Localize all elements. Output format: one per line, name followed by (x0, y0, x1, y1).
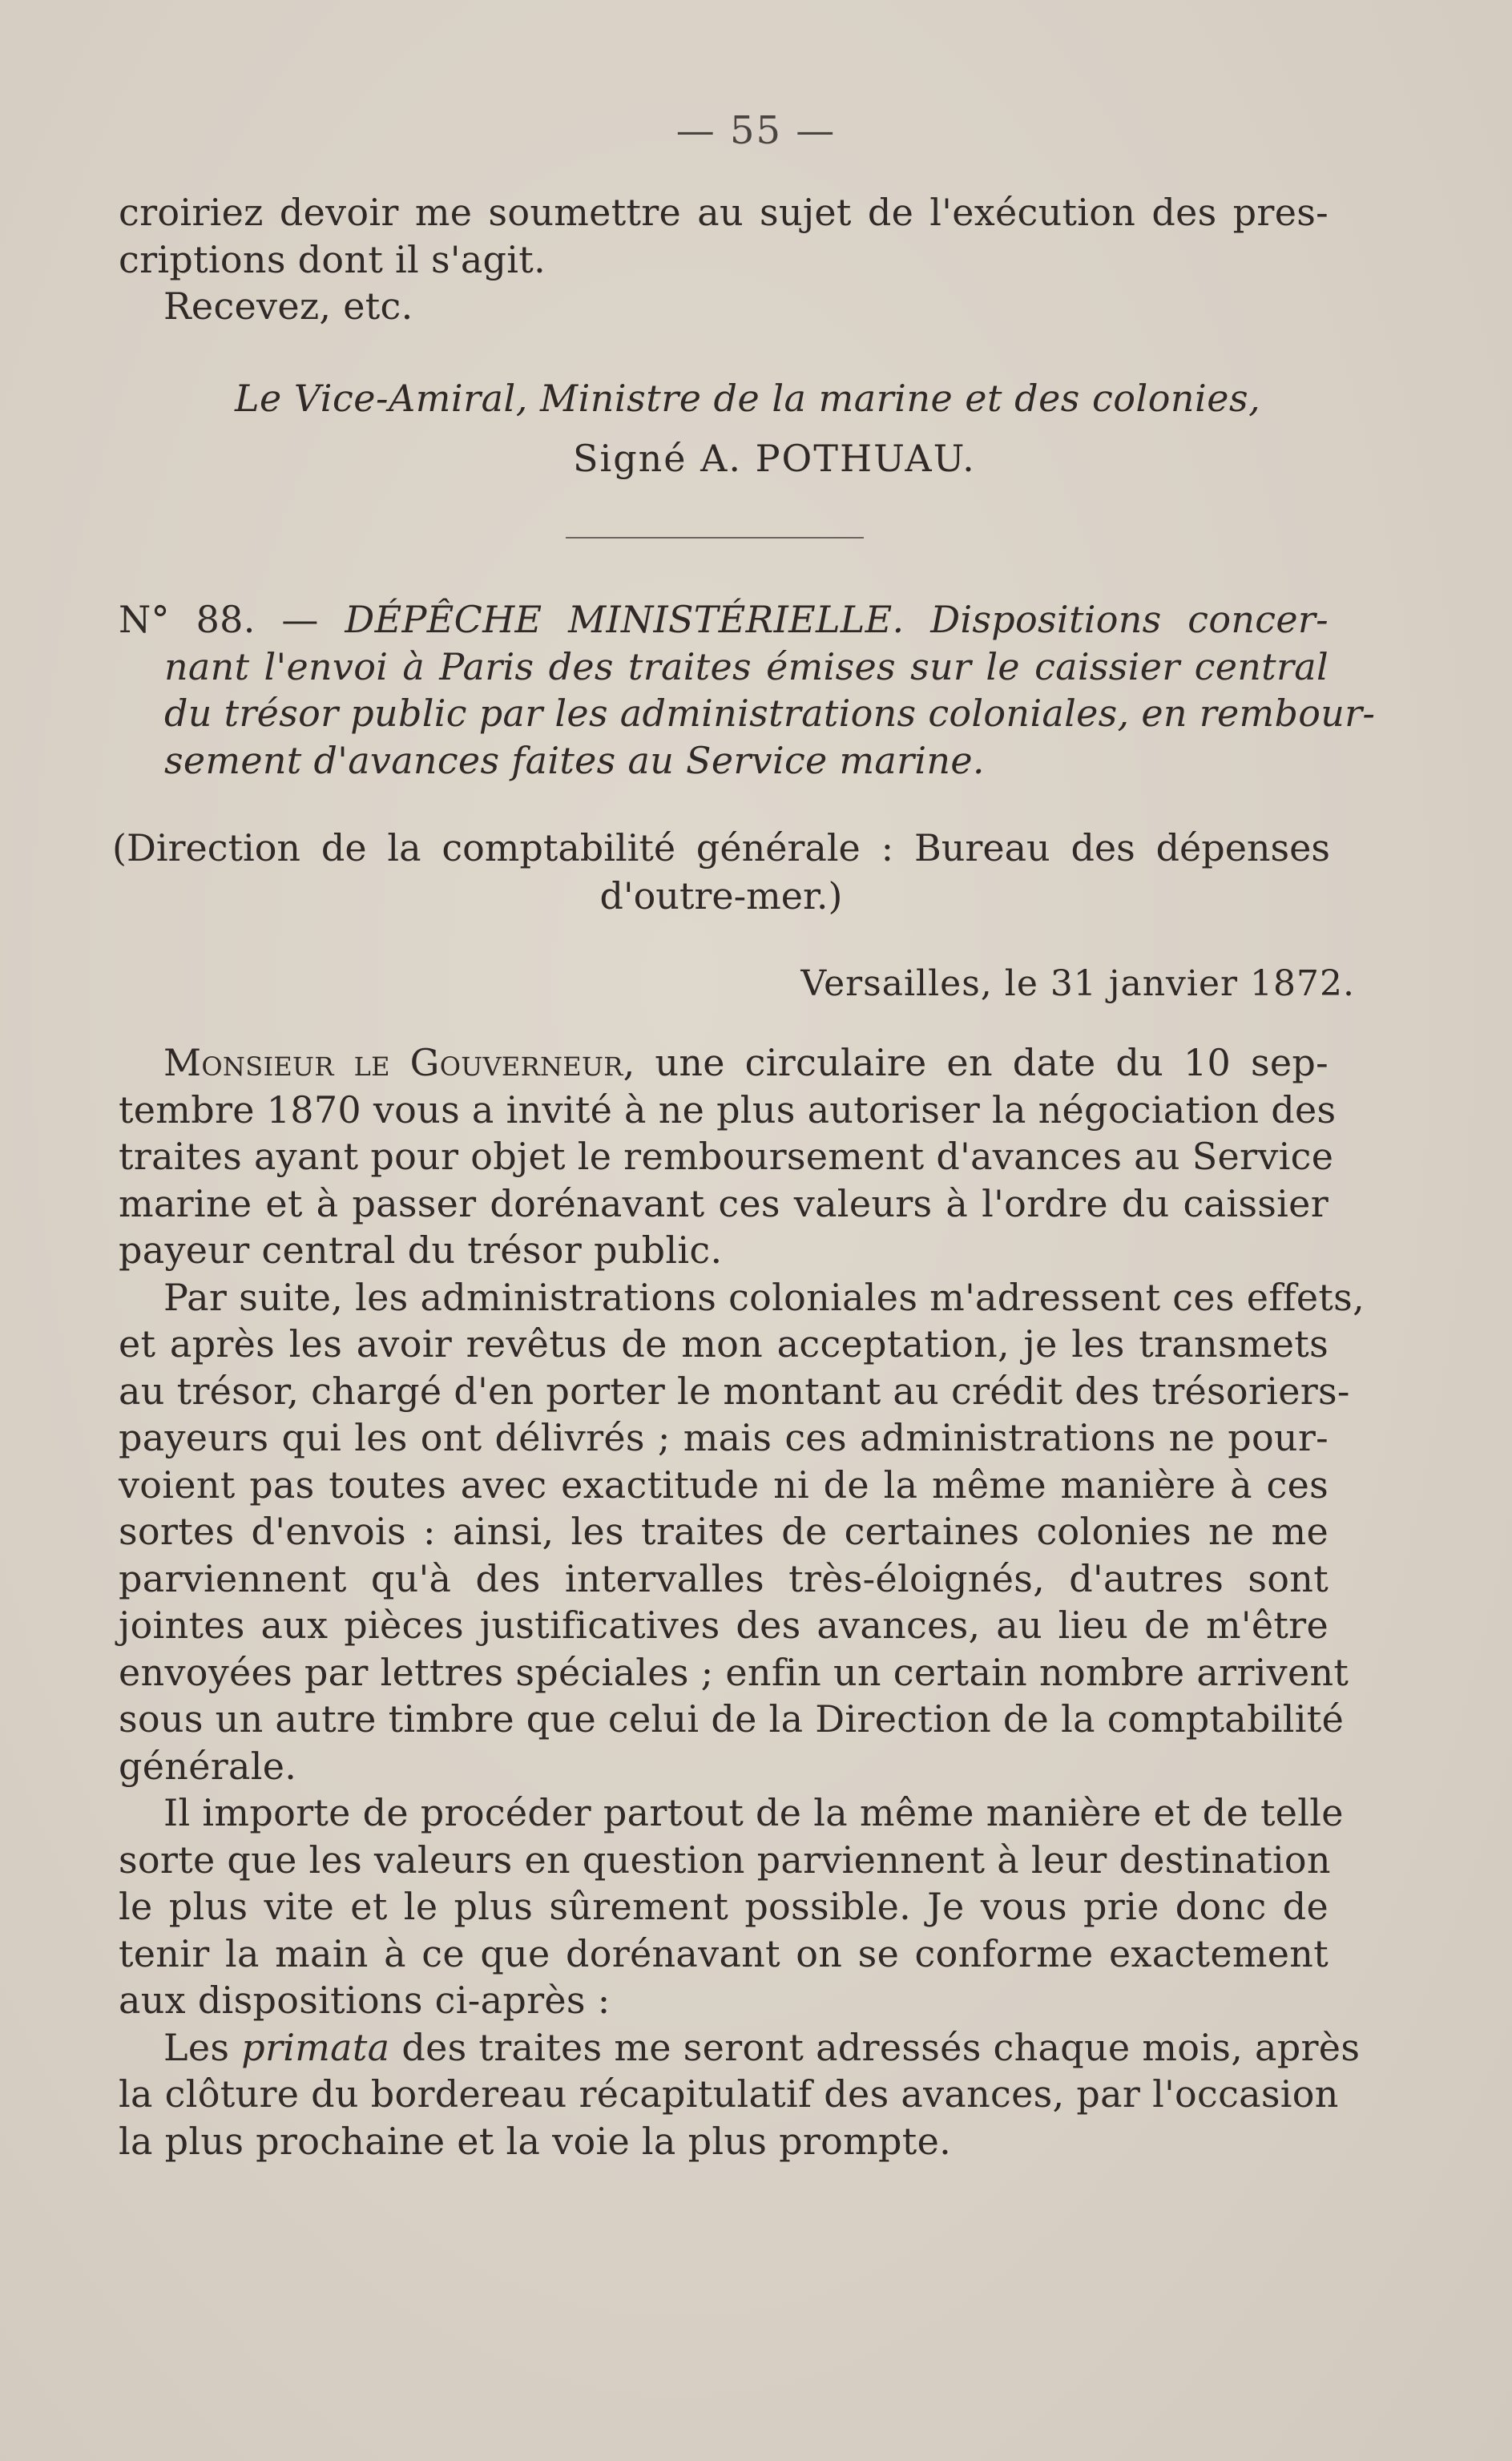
direction-line: (Direction de la comptabilité générale : Bureau des dépenses (112, 826, 1330, 869)
closing-line: Recevez, etc. (163, 284, 413, 328)
dispatch-subject-line: sement d'avances faites au Service marine. (164, 738, 985, 782)
salutation: Monsieur le Gouverneur, (163, 1041, 635, 1084)
text-line: voient pas toutes avec exactitude ni de la même manière à ces (119, 1462, 1329, 1507)
text-line: tembre 1870 vous a invité à ne plus autoriser la négociation des (119, 1087, 1337, 1132)
text-line: sortes d'envois : ainsi, les traites de certaines colonies ne me (119, 1510, 1329, 1553)
text-line: tenir la main à ce que dorénavant on se conforme exactement (119, 1931, 1329, 1975)
text-line: parviennent qu'à des intervalles très-éloignés, d'autres sont (119, 1556, 1329, 1600)
text-line: payeur central du trésor public. (119, 1228, 723, 1272)
dispatch-subject-line: nant l'envoi à Paris des traites émises sur le caissier central (164, 644, 1329, 688)
text-line: payeurs qui les ont délivrés ; mais ces administrations ne pour- (119, 1416, 1329, 1459)
text-line (119, 2024, 1361, 2072)
text-line: traites ayant pour objet le remboursement d'avances au Service (119, 1135, 1334, 1178)
date-line: Versailles, le 31 janvier 1872. (800, 963, 1355, 1004)
p4-italic: primata (241, 2025, 390, 2069)
text-line: marine et à passer dorénavant ces valeurs à l'ordre du caissier (119, 1181, 1329, 1225)
p1-first: une circulaire en date du 10 sep- (655, 1041, 1329, 1084)
dispatch-title-line (119, 596, 1329, 643)
page-number: — 55 — (675, 108, 837, 153)
direction-note (112, 824, 1330, 920)
text-line: Il importe de procéder partout de la même manière et de telle (163, 1791, 1344, 1834)
text-line: générale. (119, 1744, 297, 1788)
text-line: la plus prochaine et la voie la plus prompte. (119, 2119, 952, 2163)
text-line: au trésor, chargé d'en porter le montant au crédit des trésoriers- (119, 1369, 1350, 1413)
text-line: le plus vite et le plus sûrement possible. Je vous prie donc de (119, 1885, 1329, 1928)
text-line: la clôture du bordereau récapitulatif des avances, par l'occasion (119, 2072, 1339, 2116)
dispatch-heading (119, 596, 1376, 784)
text-line: aux dispositions ci-après : (119, 1979, 611, 2022)
text-line: et après les avoir revêtus de mon acceptation, je les transmets (119, 1322, 1329, 1366)
direction-line: d'outre-mer.) (599, 874, 843, 918)
text-line: criptions dont il s'agit. (119, 237, 546, 281)
dispatch-subject-start: Dispositions concer- (930, 598, 1329, 641)
dispatch-number: N° 88. — (119, 598, 319, 641)
section-divider (566, 537, 864, 539)
text-line: jointes aux pièces justificatives des avances, au lieu de m'être (119, 1604, 1329, 1647)
p4-lead: Les (163, 2025, 242, 2069)
text-line: Par suite, les administrations coloniales m'adressent ces effets, (163, 1275, 1365, 1319)
letter-body (119, 1039, 1365, 2164)
text-line: sous un autre timbre que celui de la Direction de la comptabilité (119, 1697, 1345, 1741)
dispatch-heading-title: DÉPÊCHE MINISTÉRIELLE. (345, 598, 905, 641)
signature-name: Signé A. POTHUAU. (573, 437, 976, 480)
dispatch-subject-line: du trésor public par les administrations coloniales, en rembour- (164, 692, 1376, 735)
text-line: envoyées par lettres spéciales ; enfin un certain nombre arrivent (119, 1650, 1349, 1694)
signature-title: Le Vice-Amiral, Ministre de la marine et des colonies, (235, 377, 1261, 420)
intro-block (119, 189, 1329, 330)
text-line: sorte que les valeurs en question parviennent à leur destination (119, 1838, 1331, 1882)
text-line (119, 1039, 1329, 1087)
text-line: croiriez devoir me soumettre au sujet de l'exécution des pres- (119, 191, 1329, 234)
p4-rest: des traites me seront adressés chaque mois, après (389, 2025, 1361, 2069)
